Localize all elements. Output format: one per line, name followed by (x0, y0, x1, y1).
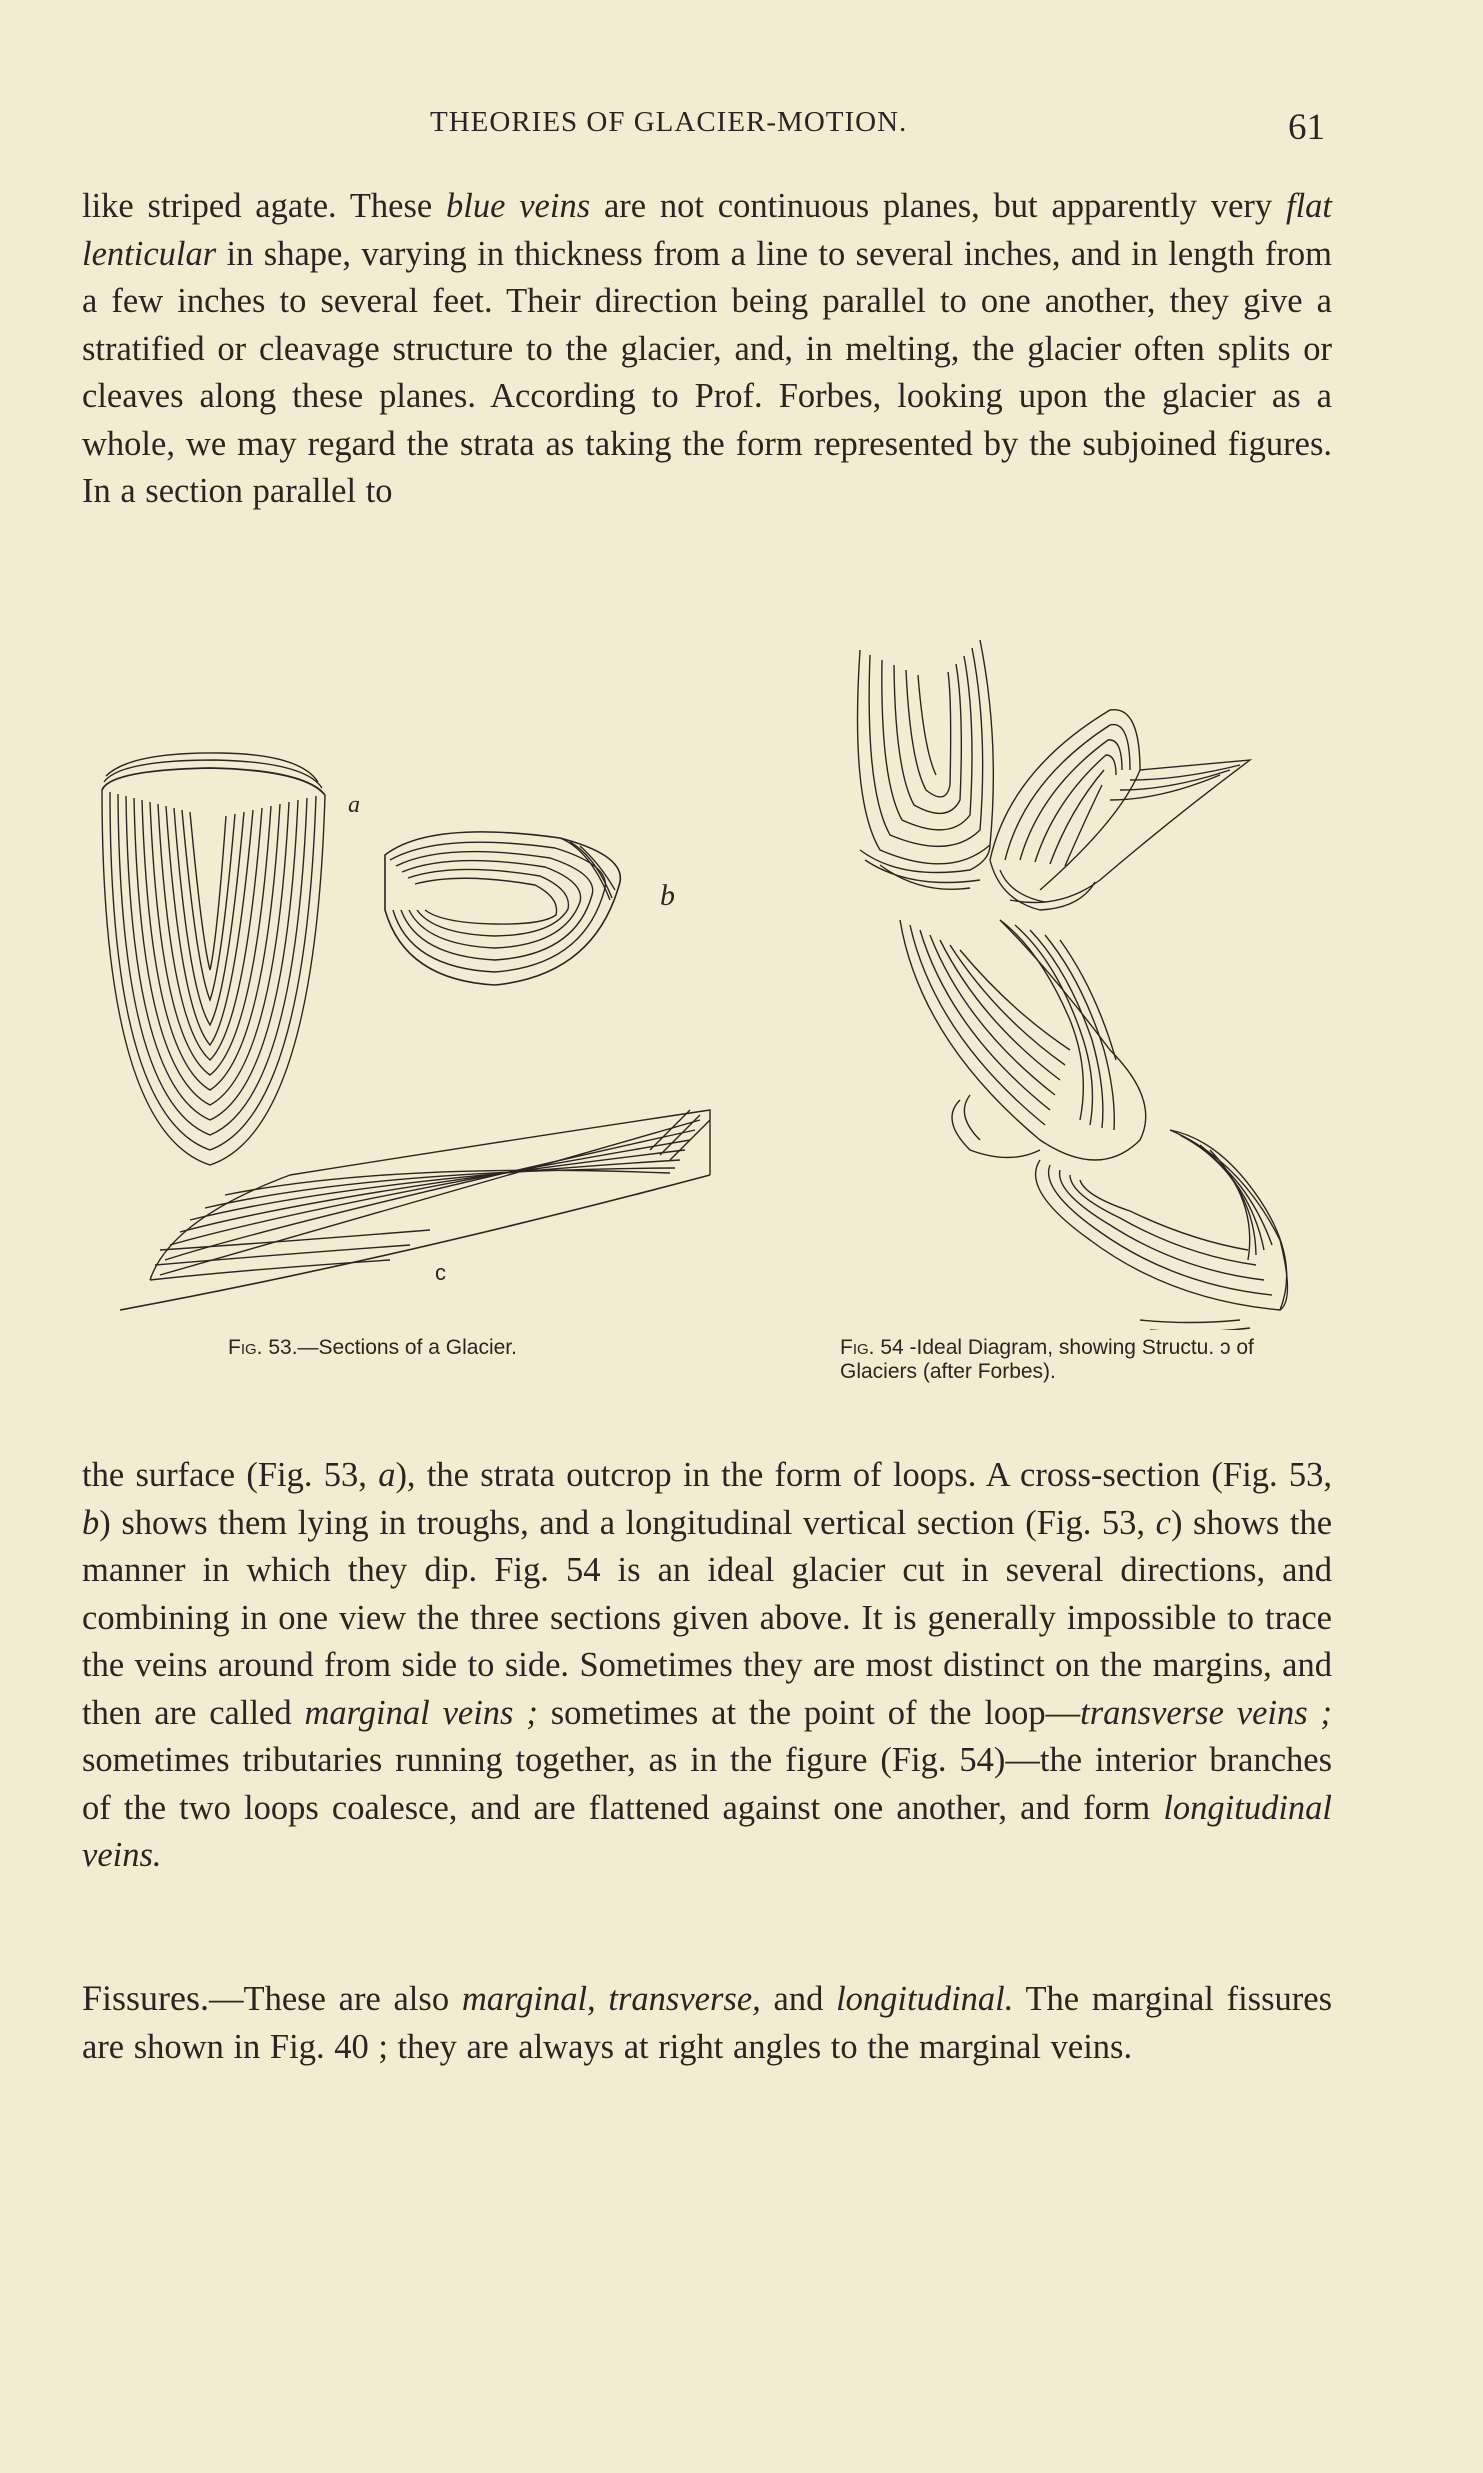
glacier-trunk (900, 920, 1146, 1160)
caption-prefix: Fig. (840, 1336, 875, 1359)
caption-text: 54 -Ideal Diagram, showing Structu. ɔ of Glaciers (after Forbes). (840, 1336, 1254, 1383)
fig53-label-a: a (348, 792, 360, 818)
italic-run: longitudinal veins. (82, 1788, 1332, 1874)
text-run: The marginal fissures are shown in Fig. 40 ; they are always at right angles to the marginal veins. (82, 1980, 1332, 2066)
text-run: ), the strata outcrop in the form of loops. A cross-section (Fig. 53, (395, 1456, 1332, 1494)
text-run: —These are also (209, 1980, 462, 2018)
caption-text: 53.—Sections of a Glacier. (268, 1336, 517, 1359)
figure-54-caption (840, 1336, 1280, 1384)
glacier-lower (1036, 1130, 1288, 1330)
italic-run: b (82, 1503, 100, 1542)
paragraph-top (82, 183, 1332, 516)
italic-run: blue veins (446, 187, 591, 225)
text-run: the surface (Fig. 53, (82, 1456, 379, 1494)
running-head (0, 100, 1483, 150)
text-run: like striped agate. These (82, 187, 447, 225)
figure-area (0, 620, 1483, 1400)
paragraph-fissures (82, 1975, 1332, 2071)
italic-run: marginal, (461, 1980, 596, 2018)
italic-run: transverse veins ; (1080, 1693, 1332, 1732)
running-title: THEORIES OF GLACIER-MOTION. (430, 106, 908, 138)
italic-run: flat lenticular (82, 187, 1332, 273)
italic-run: transverse, (608, 1980, 761, 2018)
italic-run: c (1155, 1503, 1171, 1542)
text-run: ) shows them lying in troughs, and a longitudinal vertical section (Fig. 53, (99, 1503, 1156, 1542)
page-number: 61 (1288, 107, 1325, 148)
italic-run: marginal veins ; (304, 1693, 538, 1732)
figure-54-illustration (840, 620, 1340, 1330)
tributary-upper-right (990, 710, 1250, 910)
section-a-loops (102, 753, 325, 1165)
text-run: are not continuous planes, but apparently very (590, 187, 1286, 225)
section-b-trough (385, 832, 620, 985)
text-run: sometimes tributaries running together, as in the figure (Fig. 54)—the interior branches of the two loops coalesce, and are flattened against one another, and form (82, 1741, 1332, 1827)
italic-run: a (378, 1456, 396, 1494)
text-run: in shape, varying in thickness from a line to several inches, and in length from a few inches to several feet. Their direction being parallel to one another, they give a stratified or cleavage structure to the glacier, and, in melting, the glacier often splits or cleaves along these planes. According to Prof. Forbes, looking upon the glacier as a whole, we may regard the strata as taking the form represented by the subjoined figures. In a section parallel to (82, 234, 1332, 510)
fig53-label-c: c (435, 1260, 446, 1285)
text-run: ) shows the manner in which they dip. Fig. 54 is an ideal glacier cut in several directions, and combining in one view the three sections given above. It is generally impossible to trace the veins around from side to side. Sometimes they are most distinct on the margins, and then are called (82, 1503, 1333, 1732)
paragraph-bottom (82, 1452, 1332, 1880)
figure-53-caption (228, 1336, 648, 1360)
tributary-upper-left (858, 640, 994, 889)
figure-53-illustration (90, 620, 750, 1340)
text-run: and (760, 1980, 837, 2018)
italic-run: longitudinal. (836, 1980, 1014, 2018)
text-run: sometimes at the point of the loop— (537, 1693, 1081, 1732)
section-heading: Fissures. (82, 1978, 210, 2018)
section-c-wedge (120, 1110, 710, 1310)
fig53-label-b: b (660, 879, 675, 912)
text-run (596, 1980, 609, 2018)
caption-prefix: Fig. (228, 1336, 263, 1359)
